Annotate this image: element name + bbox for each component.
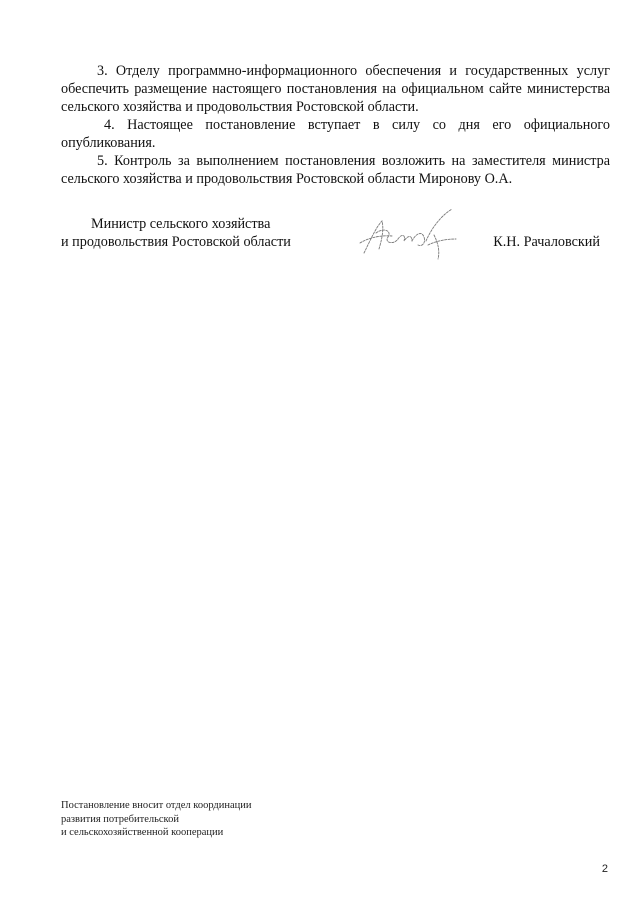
signatory-title (61, 215, 341, 251)
signatory-title-line2: и продовольствия Ростовской области (61, 234, 291, 250)
executor-note-line2: развития потребительской (61, 813, 179, 825)
paragraph-4: 4. Настоящее постановление вступает в силу со дня его официального опубликования. (61, 117, 610, 151)
signatory-name: К.Н. Рачаловский (493, 234, 600, 250)
page-number: 2 (601, 863, 608, 875)
signature-block (61, 215, 610, 275)
signatory-title-line1: Министр сельского хозяйства (91, 216, 271, 232)
document-body (61, 62, 610, 188)
executor-note-line3: и сельскохозяйственной кооперации (61, 827, 224, 838)
paragraph-3: 3. Отделу программно-информационного обеспечения и государственных услуг обеспечить размещение настоящего постановления на официальном сайте министерства сельского хозяйства и продовольствия Ростовской области. (61, 63, 610, 115)
executor-note (61, 799, 361, 840)
paragraph-5: 5. Контроль за выполнением постановления возложить на заместителя министра сельского хозяйства и продовольствия Ростовской области Миронову О.А. (61, 153, 610, 187)
handwritten-signature (346, 205, 476, 265)
executor-note-line1: Постановление вносит отдел координации (61, 800, 252, 811)
